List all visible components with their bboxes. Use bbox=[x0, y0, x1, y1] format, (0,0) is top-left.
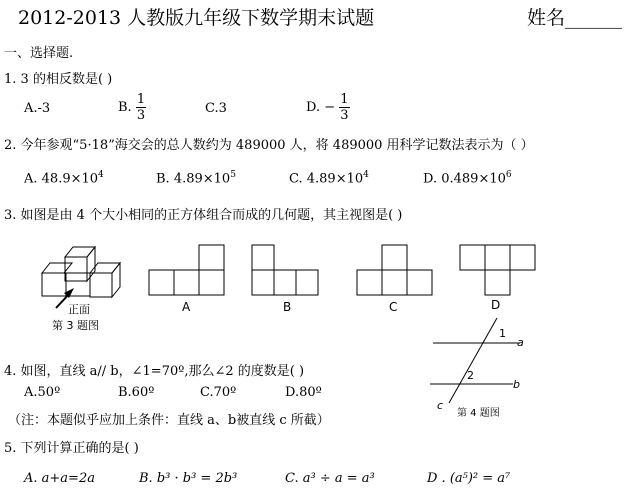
q2-option-b bbox=[156, 170, 236, 186]
q4-line-c bbox=[449, 318, 497, 403]
q4-figure-caption: 第 4 题图 bbox=[457, 408, 500, 419]
q2-b-base: B. 4.89×10 bbox=[156, 171, 231, 187]
q2-c-exponent: 4 bbox=[363, 170, 369, 180]
q3-option-a-label: A bbox=[182, 300, 191, 314]
q5-option-d: D . (a⁵)² = a⁷ bbox=[427, 471, 511, 486]
page-title: 2012-2013 人教版九年级下数学期末试题 bbox=[18, 7, 375, 29]
q1-b-numerator: 1 bbox=[136, 92, 146, 107]
q4-angle-1-label: 1 bbox=[499, 327, 506, 340]
q3-option-d-label: D bbox=[491, 298, 501, 312]
q1-option-d bbox=[306, 92, 350, 123]
q3-figures bbox=[0, 235, 644, 340]
q4-line-b-label: b bbox=[513, 378, 520, 391]
q3-option-a-drawing bbox=[149, 245, 224, 295]
q4-option-d: D.80º bbox=[285, 385, 322, 400]
q4-angle-2-label: 2 bbox=[467, 369, 474, 382]
question-5-stem: 5. 下列计算正确的是( ) bbox=[4, 441, 139, 456]
q2-option-d bbox=[423, 170, 512, 186]
q1-option-a: A.-3 bbox=[24, 101, 51, 116]
q2-option-c bbox=[289, 170, 369, 186]
q1-option-b-fraction bbox=[136, 92, 146, 123]
q4-figure bbox=[425, 315, 540, 425]
q1-option-d-fraction bbox=[339, 92, 349, 123]
q2-b-exponent: 5 bbox=[230, 170, 236, 180]
q1-option-c: C.3 bbox=[205, 101, 227, 116]
q2-a-exponent: 4 bbox=[98, 170, 104, 180]
question-4-stem: 4. 如图，直线 a// b，∠1=70º,那么∠2 的度数是( ) bbox=[4, 364, 305, 379]
q3-option-b-drawing bbox=[252, 245, 318, 295]
q1-option-b-prefix: B. bbox=[118, 100, 132, 115]
q4-line-a-label: a bbox=[517, 336, 524, 349]
q4-line-c-label: c bbox=[437, 399, 444, 412]
q2-d-exponent: 6 bbox=[505, 170, 512, 180]
question-1-stem: 1. 3 的相反数是( ) bbox=[4, 72, 113, 87]
q1-option-d-sign: − bbox=[324, 100, 336, 115]
q2-c-base: C. 4.89×10 bbox=[289, 171, 364, 187]
q4-option-b: B.60º bbox=[118, 385, 155, 400]
q5-option-b: B. b³ · b³ = 2b³ bbox=[139, 471, 238, 486]
q3-figure-caption: 第 3 题图 bbox=[52, 319, 99, 332]
q4-note: （注：本题似乎应加上条件：直线 a、b被直线 c 所截） bbox=[8, 413, 330, 428]
section-heading: 一、选择题. bbox=[4, 46, 74, 61]
q5-option-a: A. a+a=2a bbox=[24, 471, 95, 486]
q1-option-d-prefix: D. bbox=[306, 100, 321, 115]
question-2-stem: 2. 今年参观“5·18”海交会的总人数约为 489000 人，将 489000 用科学记数法表示为（ ） bbox=[4, 138, 534, 153]
q2-option-a bbox=[24, 170, 104, 186]
q1-d-numerator: 1 bbox=[340, 92, 349, 107]
q2-d-base: D. 0.489×10 bbox=[423, 171, 506, 187]
q5-option-c: C. a³ ÷ a = a³ bbox=[285, 471, 375, 486]
question-3-stem: 3. 如图是由 4 个大小相同的正方体组合而成的几何题，其主视图是( ) bbox=[4, 208, 403, 223]
name-field-label: 姓名______ bbox=[527, 7, 623, 29]
q3-front-label: 正面 bbox=[68, 303, 90, 316]
q3-isometric-solid bbox=[42, 247, 120, 297]
q1-b-denominator: 3 bbox=[136, 108, 146, 123]
q3-option-c-label: C bbox=[389, 300, 398, 314]
q3-option-d-drawing bbox=[460, 245, 535, 295]
q1-d-denominator: 3 bbox=[340, 108, 349, 123]
q4-option-c: C.70º bbox=[200, 385, 237, 400]
q4-option-a: A.50º bbox=[24, 385, 61, 400]
q1-option-b bbox=[118, 92, 146, 123]
q3-option-c-drawing bbox=[357, 245, 432, 295]
q3-option-b-label: B bbox=[283, 300, 292, 314]
q2-a-base: A. 48.9×10 bbox=[24, 171, 99, 187]
